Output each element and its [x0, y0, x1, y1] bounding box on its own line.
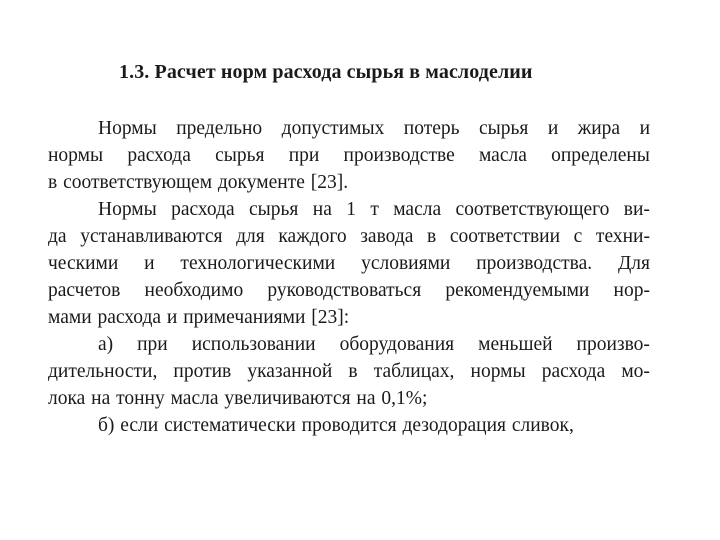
word: технологическими: [180, 253, 336, 274]
word: расхода: [171, 199, 235, 220]
word: при: [288, 145, 320, 166]
text-line: [48, 304, 650, 331]
word: на: [91, 388, 111, 409]
word: указанной: [247, 361, 333, 382]
word: против: [173, 361, 232, 382]
word: в: [427, 226, 437, 247]
word: [23].: [310, 172, 349, 193]
word: и: [144, 253, 155, 274]
word: Нормы: [98, 118, 157, 139]
text-line: [48, 412, 650, 439]
word: рекомендуемыми: [445, 280, 590, 301]
word: документе: [217, 172, 305, 193]
word: а): [98, 334, 114, 355]
text-line: [48, 223, 650, 250]
word: жира: [577, 118, 621, 139]
word: расхода: [127, 145, 191, 166]
word: увеличиваются: [224, 388, 351, 409]
word: тонну: [116, 388, 165, 409]
word: нормы: [470, 361, 526, 382]
word: если: [120, 415, 159, 436]
word: определены: [551, 145, 650, 166]
word: ви-: [623, 199, 650, 220]
word: руководствоваться: [267, 280, 422, 301]
word: производстве: [343, 145, 455, 166]
word: нормы: [48, 145, 104, 166]
word: да: [48, 226, 67, 247]
word: производства.: [476, 253, 593, 274]
word: расхода: [97, 307, 162, 328]
word: дительности,: [48, 361, 158, 382]
text-line: [48, 115, 650, 142]
word: на: [312, 199, 332, 220]
word: соответствующего: [455, 199, 610, 220]
word: необходимо: [144, 280, 244, 301]
text-line: [48, 331, 650, 358]
text-line: [48, 250, 650, 277]
word: условиями: [361, 253, 451, 274]
word: с: [573, 226, 583, 247]
word: допустимых: [281, 118, 385, 139]
word: мами: [48, 307, 92, 328]
word: использовании: [191, 334, 316, 355]
word: проводится: [301, 415, 397, 436]
word: масла: [393, 199, 442, 220]
text-line: [48, 358, 650, 385]
word: устанавливаются: [80, 226, 223, 247]
word: соответствующем: [63, 172, 213, 193]
word: ческими: [48, 253, 119, 274]
word: систематически: [164, 415, 296, 436]
word: предельно: [176, 118, 263, 139]
text-line: [48, 385, 650, 412]
word: мо-: [621, 361, 650, 382]
word: сырья: [249, 199, 299, 220]
word: в: [48, 172, 58, 193]
word: на: [356, 388, 376, 409]
word: Нормы: [98, 199, 157, 220]
word: при: [137, 334, 168, 355]
word: сливок,: [511, 415, 574, 436]
word: сырья: [479, 118, 529, 139]
word: нор-: [613, 280, 650, 301]
text-line: [48, 142, 650, 169]
text-line: [48, 169, 650, 196]
word: каждого: [278, 226, 347, 247]
word: и: [166, 307, 178, 328]
word: произво-: [576, 334, 650, 355]
word: и: [547, 118, 559, 139]
word: масла: [170, 388, 219, 409]
word: 0,1%;: [381, 388, 428, 409]
word: т: [370, 199, 379, 220]
word: потерь: [403, 118, 460, 139]
word: техни-: [595, 226, 650, 247]
word: лока: [48, 388, 86, 409]
word: Для: [617, 253, 650, 274]
word: таблицах,: [373, 361, 455, 382]
text-line: [48, 277, 650, 304]
word: оборудования: [339, 334, 455, 355]
word: меньшей: [478, 334, 553, 355]
word: и: [639, 118, 650, 139]
word: в: [348, 361, 358, 382]
word: сырья: [215, 145, 265, 166]
word: дезодорация: [402, 415, 506, 436]
word: для: [236, 226, 265, 247]
text-line: [48, 196, 650, 223]
word: 1: [346, 199, 356, 220]
word: масла: [478, 145, 527, 166]
word: примечаниями: [183, 307, 306, 328]
word: б): [98, 415, 115, 436]
word: завода: [360, 226, 414, 247]
word: соответствии: [449, 226, 561, 247]
word: расхода: [541, 361, 606, 382]
section-heading: 1.3. Расчет норм расхода сырья в маслоделии: [119, 61, 533, 83]
word: [23]:: [311, 307, 350, 328]
word: расчетов: [48, 280, 121, 301]
body-text: [48, 115, 650, 439]
